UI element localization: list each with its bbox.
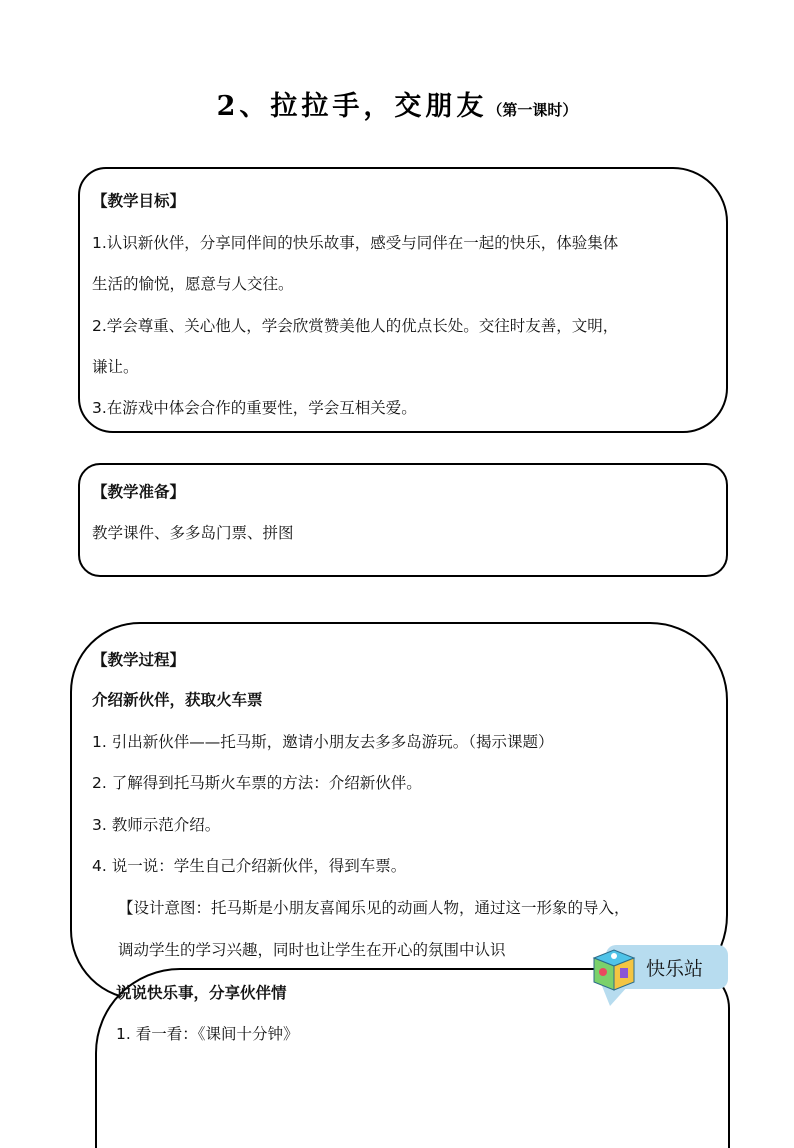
happy-station-badge (588, 942, 730, 1006)
goals-line-2: 生活的愉悦，愿意与人交往。 (92, 275, 294, 293)
process-item-2: 2. 了解得到托马斯火车票的方法：介绍新伙伴。 (92, 774, 422, 792)
prep-heading: 【教学准备】 (92, 483, 186, 501)
process-item-4: 4. 说一说：学生自己介绍新伙伴，得到车票。 (92, 857, 407, 875)
process-heading: 【教学过程】 (92, 651, 186, 669)
design-intent-line-1: 【设计意图：托马斯是小朋友喜闻乐见的动画人物，通过这一形象的导入， (118, 899, 630, 917)
prep-text: 教学课件、多多岛门票、拼图 (92, 524, 294, 542)
section-2-title: 说说快乐事，分享伙伴情 (116, 984, 287, 1002)
design-intent-line-2: 调动学生的学习兴趣，同时也让学生在开心的氛围中认识 (118, 941, 506, 959)
page-title (0, 84, 794, 123)
process-item-1: 1. 引出新伙伴——托马斯，邀请小朋友去多多岛游玩。（揭示课题） (92, 733, 554, 751)
title-main: 2、拉拉手，交朋友 (216, 91, 488, 122)
prep-box (78, 463, 728, 577)
goals-line-1: 1.认识新伙伴，分享同伴间的快乐故事，感受与同伴在一起的快乐，体验集体 (92, 234, 619, 252)
watch-item: 1. 看一看：《课间十分钟》 (116, 1025, 299, 1043)
process-item-3: 3. 教师示范介绍。 (92, 816, 221, 834)
goals-line-3: 2.学会尊重、关心他人，学会欣赏赞美他人的优点长处。交往时友善，文明， (92, 317, 619, 335)
goals-line-5: 3.在游戏中体会合作的重要性，学会互相关爱。 (92, 399, 417, 417)
section-1-title: 介绍新伙伴，获取火车票 (92, 691, 263, 709)
title-sub: （第一课时） (487, 101, 578, 119)
toy-cube-icon (588, 942, 642, 996)
goals-line-4: 谦让。 (92, 358, 139, 376)
badge-label: 快乐站 (646, 958, 704, 980)
goals-heading: 【教学目标】 (92, 192, 186, 210)
